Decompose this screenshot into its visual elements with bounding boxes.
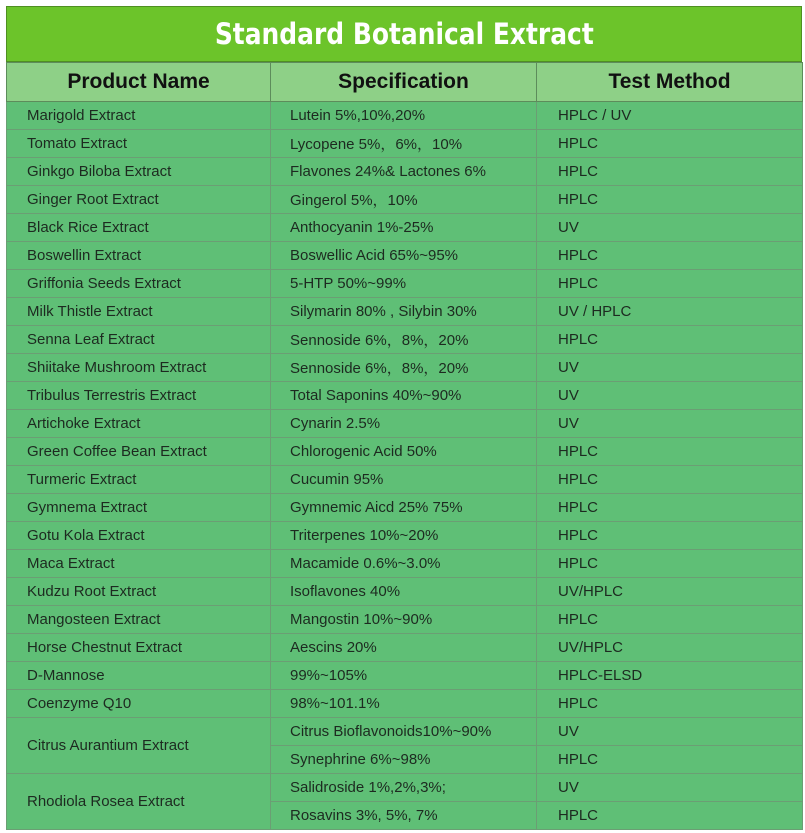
- test-method-cell: UV: [537, 382, 803, 410]
- specification-cell: Gingerol 5%，10%: [271, 186, 537, 214]
- specification-cell: Cucumin 95%: [271, 466, 537, 494]
- table-row: [7, 606, 803, 634]
- product-name-cell: D-Mannose: [7, 662, 271, 690]
- product-name-cell: Turmeric Extract: [7, 466, 271, 494]
- table-row: [7, 578, 803, 606]
- test-method-cell: HPLC: [537, 550, 803, 578]
- test-method-cell: UV: [537, 214, 803, 242]
- product-name-cell: Marigold Extract: [7, 102, 271, 130]
- header-product-name: Product Name: [7, 63, 271, 102]
- product-name-cell: Black Rice Extract: [7, 214, 271, 242]
- specification-cell: Flavones 24%& Lactones 6%: [271, 158, 537, 186]
- test-method-cell: HPLC: [537, 802, 803, 830]
- title-banner: [6, 6, 802, 62]
- table-row: [7, 438, 803, 466]
- table-row: [7, 214, 803, 242]
- table-row: [7, 634, 803, 662]
- test-method-cell: HPLC-ELSD: [537, 662, 803, 690]
- product-name-cell: Milk Thistle Extract: [7, 298, 271, 326]
- test-method-cell: HPLC: [537, 326, 803, 354]
- table-row: [7, 690, 803, 718]
- test-method-cell: HPLC: [537, 130, 803, 158]
- product-name-cell: Ginger Root Extract: [7, 186, 271, 214]
- extract-table: [6, 62, 803, 830]
- test-method-cell: UV: [537, 410, 803, 438]
- specification-cell: Mangostin 10%~90%: [271, 606, 537, 634]
- table-row: [7, 466, 803, 494]
- table-row: [7, 354, 803, 382]
- specification-cell: Boswellic Acid 65%~95%: [271, 242, 537, 270]
- table-row: [7, 326, 803, 354]
- header-row: [7, 63, 803, 102]
- test-method-cell: UV/HPLC: [537, 634, 803, 662]
- specification-cell: Anthocyanin 1%-25%: [271, 214, 537, 242]
- table-row: [7, 494, 803, 522]
- test-method-cell: UV: [537, 718, 803, 746]
- specification-cell: Macamide 0.6%~3.0%: [271, 550, 537, 578]
- specification-cell: Chlorogenic Acid 50%: [271, 438, 537, 466]
- table-row: [7, 522, 803, 550]
- product-name-cell: Kudzu Root Extract: [7, 578, 271, 606]
- specification-cell: Sennoside 6%，8%，20%: [271, 326, 537, 354]
- table-row: [7, 130, 803, 158]
- specification-cell: 5-HTP 50%~99%: [271, 270, 537, 298]
- test-method-cell: HPLC: [537, 522, 803, 550]
- page-title: Standard Botanical Extract: [214, 17, 594, 51]
- table-row: [7, 718, 803, 746]
- specification-cell: Cynarin 2.5%: [271, 410, 537, 438]
- table-row: [7, 662, 803, 690]
- specification-cell: Silymarin 80% , Silybin 30%: [271, 298, 537, 326]
- product-name-cell: Rhodiola Rosea Extract: [7, 774, 271, 830]
- product-name-cell: Mangosteen Extract: [7, 606, 271, 634]
- product-name-cell: Griffonia Seeds Extract: [7, 270, 271, 298]
- header-test-method: Test Method: [537, 63, 803, 102]
- specification-cell: Synephrine 6%~98%: [271, 746, 537, 774]
- test-method-cell: HPLC / UV: [537, 102, 803, 130]
- table-row: [7, 298, 803, 326]
- product-name-cell: Shiitake Mushroom Extract: [7, 354, 271, 382]
- specification-cell: Sennoside 6%，8%，20%: [271, 354, 537, 382]
- specification-cell: Gymnemic Aicd 25% 75%: [271, 494, 537, 522]
- product-name-cell: Tomato Extract: [7, 130, 271, 158]
- test-method-cell: HPLC: [537, 690, 803, 718]
- test-method-cell: UV: [537, 354, 803, 382]
- table-header: [7, 63, 803, 102]
- test-method-cell: HPLC: [537, 438, 803, 466]
- product-name-cell: Gymnema Extract: [7, 494, 271, 522]
- table-row: [7, 410, 803, 438]
- test-method-cell: HPLC: [537, 466, 803, 494]
- specification-cell: Isoflavones 40%: [271, 578, 537, 606]
- product-name-cell: Artichoke Extract: [7, 410, 271, 438]
- header-specification: Specification: [271, 63, 537, 102]
- test-method-cell: HPLC: [537, 746, 803, 774]
- test-method-cell: HPLC: [537, 186, 803, 214]
- specification-cell: Lycopene 5%，6%，10%: [271, 130, 537, 158]
- specification-cell: Rosavins 3%, 5%, 7%: [271, 802, 537, 830]
- test-method-cell: UV/HPLC: [537, 578, 803, 606]
- test-method-cell: HPLC: [537, 270, 803, 298]
- table-row: [7, 774, 803, 802]
- test-method-cell: HPLC: [537, 606, 803, 634]
- product-name-cell: Tribulus Terrestris Extract: [7, 382, 271, 410]
- product-name-cell: Senna Leaf Extract: [7, 326, 271, 354]
- test-method-cell: HPLC: [537, 494, 803, 522]
- specification-cell: Citrus Bioflavonoids10%~90%: [271, 718, 537, 746]
- table-row: [7, 382, 803, 410]
- specification-cell: Aescins 20%: [271, 634, 537, 662]
- product-name-cell: Gotu Kola Extract: [7, 522, 271, 550]
- test-method-cell: HPLC: [537, 242, 803, 270]
- product-name-cell: Boswellin Extract: [7, 242, 271, 270]
- product-name-cell: Ginkgo Biloba Extract: [7, 158, 271, 186]
- table-row: [7, 270, 803, 298]
- test-method-cell: HPLC: [537, 158, 803, 186]
- table-row: [7, 158, 803, 186]
- table-row: [7, 550, 803, 578]
- specification-cell: Total Saponins 40%~90%: [271, 382, 537, 410]
- test-method-cell: UV: [537, 774, 803, 802]
- table-row: [7, 186, 803, 214]
- specification-cell: Triterpenes 10%~20%: [271, 522, 537, 550]
- product-name-cell: Horse Chestnut Extract: [7, 634, 271, 662]
- product-name-cell: Maca Extract: [7, 550, 271, 578]
- product-name-cell: Citrus Aurantium Extract: [7, 718, 271, 774]
- product-name-cell: Coenzyme Q10: [7, 690, 271, 718]
- table-body: [7, 102, 803, 830]
- test-method-cell: UV / HPLC: [537, 298, 803, 326]
- specification-cell: 99%~105%: [271, 662, 537, 690]
- specification-cell: Lutein 5%,10%,20%: [271, 102, 537, 130]
- product-name-cell: Green Coffee Bean Extract: [7, 438, 271, 466]
- specification-cell: 98%~101.1%: [271, 690, 537, 718]
- specification-cell: Salidroside 1%,2%,3%;: [271, 774, 537, 802]
- table-row: [7, 242, 803, 270]
- table-row: [7, 102, 803, 130]
